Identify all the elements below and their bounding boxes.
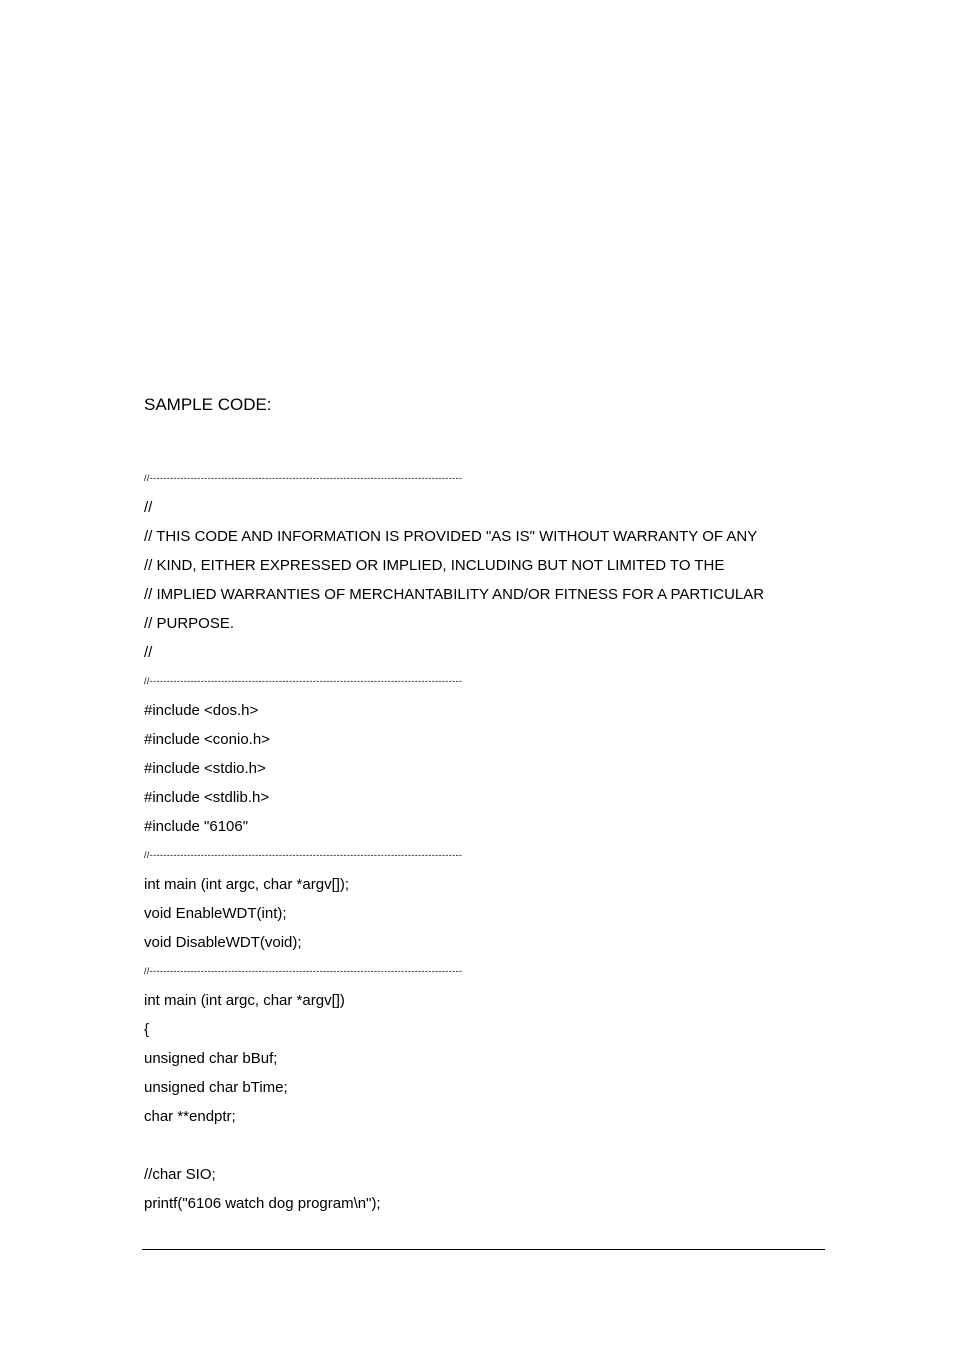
code-line: //: [144, 644, 153, 661]
code-line-separator: //--------------------------------------------------------------------------------------------: [144, 676, 463, 686]
code-line: //: [144, 499, 153, 516]
code-line: #include <conio.h>: [144, 731, 270, 748]
code-line: void EnableWDT(int);: [144, 905, 287, 922]
code-line: int main (int argc, char *argv[]): [144, 992, 345, 1009]
code-line: {: [144, 1021, 150, 1038]
code-line: #include <stdlib.h>: [144, 789, 270, 806]
code-line-blank: [144, 1131, 764, 1160]
code-line: #include <dos.h>: [144, 702, 259, 719]
code-line: printf("6106 watch dog program\n");: [144, 1195, 381, 1212]
code-line-separator: //--------------------------------------------------------------------------------------------: [144, 473, 463, 483]
code-line: // KIND, EITHER EXPRESSED OR IMPLIED, INCLUDING BUT NOT LIMITED TO THE: [144, 557, 725, 574]
page-heading: SAMPLE CODE:: [144, 395, 272, 414]
code-line: //char SIO;: [144, 1166, 216, 1183]
code-line: void DisableWDT(void);: [144, 934, 302, 951]
code-line-separator: //--------------------------------------------------------------------------------------------: [144, 966, 463, 976]
code-line: // IMPLIED WARRANTIES OF MERCHANTABILITY AND/OR FITNESS FOR A PARTICULAR: [144, 586, 765, 603]
code-line: // THIS CODE AND INFORMATION IS PROVIDED "AS IS" WITHOUT WARRANTY OF ANY: [144, 528, 758, 545]
code-line: char **endptr;: [144, 1108, 236, 1125]
code-line: unsigned char bTime;: [144, 1079, 288, 1096]
sample-code-block: [144, 464, 764, 1218]
code-line: #include "6106": [144, 818, 249, 835]
code-line-separator: //--------------------------------------------------------------------------------------------: [144, 850, 463, 860]
code-line: unsigned char bBuf;: [144, 1050, 278, 1067]
footer-rule: [142, 1249, 825, 1250]
code-line: int main (int argc, char *argv[]);: [144, 876, 350, 893]
code-line: // PURPOSE.: [144, 615, 235, 632]
code-line: #include <stdio.h>: [144, 760, 266, 777]
